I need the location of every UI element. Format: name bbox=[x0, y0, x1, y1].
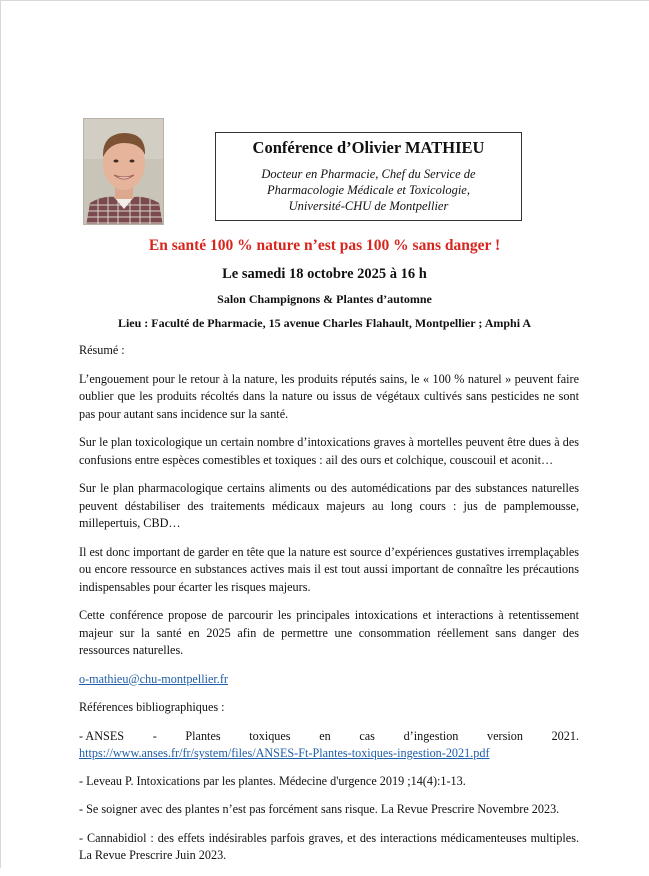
ref-word: Plantes bbox=[185, 728, 221, 743]
speaker-info-box bbox=[215, 132, 522, 221]
abstract-paragraph: Sur le plan pharmacologique certains aliments ou des automédications par des substances naturelles peuvent déstabiliser des traitements médicaux majeurs au long cours : jus de pamplemousse, millepertuis, CBD… bbox=[79, 481, 579, 530]
speaker-photo bbox=[83, 118, 164, 225]
references-label: Références bibliographiques : bbox=[79, 700, 225, 714]
ref-word: 2021. bbox=[551, 728, 579, 743]
resume-label: Résumé : bbox=[79, 343, 125, 357]
speaker-title-line: Pharmacologie Médicale et Toxicologie, bbox=[267, 183, 470, 197]
ref-word: d’ingestion bbox=[403, 728, 459, 743]
speaker-title-line: Docteur en Pharmacie, Chef du Service de bbox=[261, 167, 476, 181]
ref-word: cas bbox=[359, 728, 375, 743]
abstract-paragraph: Il est donc important de garder en tête que la nature est source d’expériences gustatives irremplaçables ou encore ressource en substances actives mais il est tout aussi important de connaître les précautions indispensables pour écarter les risques majeurs. bbox=[79, 544, 579, 594]
speaker-title bbox=[216, 166, 521, 214]
ref-word: - ANSES bbox=[79, 728, 125, 743]
reference-item: - Se soigner avec des plantes n’est pas forcément sans risque. La Revue Prescrire Novembre 2023. bbox=[79, 802, 560, 816]
anses-url-link[interactable]: https://www.anses.fr/fr/system/files/ANSES-Ft-Plantes-toxiques-ingestion-2021.pdf bbox=[79, 746, 490, 760]
ref-word: - bbox=[152, 728, 157, 743]
event-name: Salon Champignons & Plantes d’automne bbox=[217, 292, 432, 306]
abstract-paragraph: Cette conférence propose de parcourir les principales intoxications et interactions à retentissement majeur sur la santé en 2025 afin de permettre une consommation réellement sans danger des ressources naturelles. bbox=[79, 608, 579, 657]
reference-item: - Cannabidiol : des effets indésirables parfois graves, et des interactions médicamenteuses multiples. La Revue Prescrire Juin 2023. bbox=[79, 830, 579, 862]
ref-word: en bbox=[319, 728, 331, 743]
conference-date: Le samedi 18 octobre 2025 à 16 h bbox=[222, 266, 427, 282]
abstract-paragraph: Sur le plan toxicologique un certain nombre d’intoxications graves à mortelles peuvent être dues à des confusions entre espèces comestibles et toxiques : ail des ours et colchique, couscouil et aconit… bbox=[79, 435, 579, 467]
abstract-body bbox=[79, 342, 579, 876]
ref-word: toxiques bbox=[249, 728, 291, 743]
speaker-name: Conférence d’Olivier MATHIEU bbox=[252, 138, 485, 157]
email-link[interactable]: o-mathieu@chu-montpellier.fr bbox=[79, 671, 228, 686]
reference-anses bbox=[79, 728, 579, 763]
ref-word: version bbox=[487, 728, 523, 743]
abstract-paragraph: L’engouement pour le retour à la nature, les produits réputés sains, le « 100 % naturel » peuvent faire oublier que les produits récoltés dans la nature ou issus de végétaux cultivés sans pesticides ne sont pas pour autant sans incidence sur la santé. bbox=[79, 371, 579, 421]
conference-headline: En santé 100 % nature n’est pas 100 % sans danger ! bbox=[148, 237, 501, 254]
page-edge-top bbox=[0, 0, 649, 1]
reference-item: - Leveau P. Intoxications par les plantes. Médecine d'urgence 2019 ;14(4):1-13. bbox=[79, 773, 466, 788]
speaker-title-line: Université-CHU de Montpellier bbox=[288, 199, 449, 213]
event-location: Lieu : Faculté de Pharmacie, 15 avenue Charles Flahault, Montpellier ; Amphi A bbox=[117, 316, 532, 330]
page-edge-left bbox=[0, 0, 1, 868]
